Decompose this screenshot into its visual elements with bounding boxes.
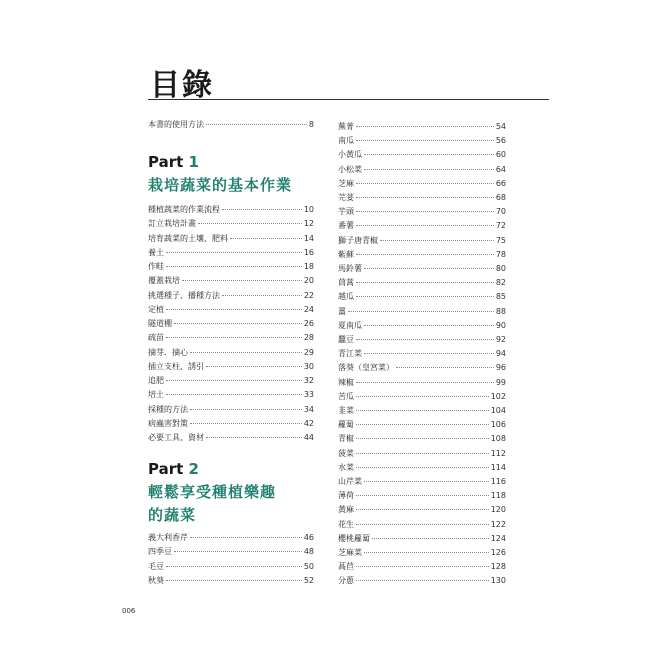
toc-entry xyxy=(338,463,506,473)
toc-entry-label: 番薯 xyxy=(338,221,354,231)
toc-entry-page: 32 xyxy=(303,376,314,385)
toc-dot-leader xyxy=(174,323,302,324)
toc-entry-label: 培土 xyxy=(148,390,164,400)
toc-entry xyxy=(338,321,506,331)
toc-entry-label: 蠶豆 xyxy=(338,335,354,344)
toc-entry-page: 52 xyxy=(303,575,314,585)
toc-dot-leader xyxy=(372,538,489,539)
toc-entry xyxy=(148,405,314,415)
toc-dot-leader xyxy=(356,410,489,411)
toc-entry-label: 毛豆 xyxy=(148,561,164,571)
toc-dot-leader xyxy=(356,524,489,525)
toc-entry xyxy=(148,348,314,358)
toc-entry-label: 萵苣 xyxy=(338,562,354,572)
toc-entry-page: 112 xyxy=(490,448,506,458)
toc-entry-label: 疏苗 xyxy=(148,333,164,343)
toc-entry xyxy=(338,236,506,246)
toc-entry xyxy=(338,420,506,430)
toc-entry-label: 落葵（皇宮菜） xyxy=(338,363,394,373)
toc-dot-leader xyxy=(222,295,302,296)
toc-entry xyxy=(338,264,506,274)
toc-entry-label: 插立支柱、誘引 xyxy=(148,361,204,371)
toc-dot-leader xyxy=(356,467,489,468)
toc-dot-leader xyxy=(174,551,302,552)
toc-entry-page: 116 xyxy=(490,477,506,486)
toc-dot-leader xyxy=(356,438,489,439)
toc-dot-leader xyxy=(364,353,494,354)
toc-dot-leader xyxy=(356,396,489,397)
toc-dot-leader xyxy=(206,366,302,367)
toc-entry xyxy=(148,547,314,557)
toc-entry-page: 99 xyxy=(495,377,506,387)
toc-entry xyxy=(338,278,506,288)
toc-entry xyxy=(148,276,314,286)
toc-entry xyxy=(338,179,506,189)
toc-entry xyxy=(148,562,314,572)
toc-entry-label: 摘芽．摘心 xyxy=(148,347,188,357)
toc-entry xyxy=(338,193,506,203)
toc-dot-leader xyxy=(356,495,489,496)
toc-entry xyxy=(338,349,506,359)
toc-entry-label: 覆蓋栽培 xyxy=(148,276,180,286)
toc-dot-leader xyxy=(364,169,494,170)
toc-entry xyxy=(148,305,314,315)
toc-entry-label: 培育蔬菜的土壤、肥料 xyxy=(148,233,228,243)
toc-dot-leader xyxy=(356,339,494,340)
toc-part1-list xyxy=(148,205,314,445)
toc-dot-leader xyxy=(364,325,494,326)
toc-entry-label: 秋葵 xyxy=(148,575,164,585)
toc-entry-label: 南瓜 xyxy=(338,136,354,146)
toc-entry-label: 茼蒿 xyxy=(338,278,354,288)
toc-entry xyxy=(148,533,314,543)
toc-entry-page: 68 xyxy=(495,193,506,202)
toc-dot-leader xyxy=(356,509,489,510)
toc-entry-page: 114 xyxy=(490,462,506,472)
toc-entry-page: 28 xyxy=(303,333,314,343)
part1-heading xyxy=(148,153,199,171)
toc-dot-leader xyxy=(380,240,494,241)
toc-entry xyxy=(148,390,314,400)
toc-entry-label: 義大利香芹 xyxy=(148,533,188,542)
toc-right-column xyxy=(338,122,506,592)
toc-dot-leader xyxy=(166,580,302,581)
toc-entry-page: 85 xyxy=(495,292,506,302)
toc-dot-leader xyxy=(356,225,494,226)
toc-entry-page: 66 xyxy=(495,178,506,188)
toc-entry xyxy=(338,363,506,373)
toc-entry xyxy=(338,548,506,558)
part2-heading-word: Part xyxy=(148,460,184,478)
toc-entry-page: 92 xyxy=(495,335,506,344)
toc-part2-list xyxy=(148,533,314,593)
toc-entry xyxy=(148,419,314,429)
toc-dot-leader xyxy=(166,394,302,395)
toc-entry-label: 四季豆 xyxy=(148,547,172,557)
toc-entry-page: 16 xyxy=(303,247,314,257)
toc-entry-label: 小松菜 xyxy=(338,164,362,174)
toc-entry xyxy=(148,248,314,258)
toc-entry-page: 102 xyxy=(490,391,506,401)
toc-entry xyxy=(148,576,314,586)
toc-entry-label: 隧道棚 xyxy=(148,319,172,328)
toc-entry xyxy=(338,449,506,459)
toc-entry-page: 82 xyxy=(495,278,506,288)
toc-entry-page: 26 xyxy=(303,319,314,328)
toc-dot-leader xyxy=(166,337,302,338)
toc-entry-label: 訂立栽培計畫 xyxy=(148,219,196,229)
toc-entry-label: 種植蔬菜的作業流程 xyxy=(148,205,220,214)
toc-entry-page: 96 xyxy=(495,363,506,373)
toc-entry-label: 養土 xyxy=(148,247,164,257)
toc-entry-label: 病蟲害對策 xyxy=(148,418,188,428)
toc-entry-label: 山芹菜 xyxy=(338,477,362,486)
toc-entry-page: 72 xyxy=(495,221,506,231)
toc-entry-label: 韭菜 xyxy=(338,406,354,415)
toc-entry xyxy=(338,378,506,388)
toc-entry-label: 薄荷 xyxy=(338,491,354,501)
toc-entry-page: 20 xyxy=(303,276,314,286)
toc-dot-leader xyxy=(396,367,494,368)
toc-entry-label: 辣椒 xyxy=(338,377,354,387)
part2-subtitle-line1: 輕鬆享受種植樂趣 xyxy=(148,483,277,501)
toc-dot-leader xyxy=(356,197,494,198)
toc-entry-label: 芫荽 xyxy=(338,193,354,202)
toc-entry-page: 120 xyxy=(490,505,506,515)
toc-entry xyxy=(148,120,314,130)
toc-dot-leader xyxy=(364,481,489,482)
toc-entry-label: 夏南瓜 xyxy=(338,320,362,330)
toc-entry-page: 88 xyxy=(495,306,506,316)
toc-entry-page: 46 xyxy=(303,533,314,542)
toc-dot-leader xyxy=(364,552,489,553)
toc-entry-label: 花生 xyxy=(338,519,354,529)
toc-entry-page: 14 xyxy=(303,233,314,243)
toc-entry-label: 青江菜 xyxy=(338,349,362,359)
toc-entry xyxy=(338,292,506,302)
toc-dot-leader xyxy=(356,580,489,581)
toc-entry-page: 126 xyxy=(490,548,506,557)
toc-entry xyxy=(148,319,314,329)
toc-entry-page: 118 xyxy=(490,491,506,501)
toc-dot-leader xyxy=(364,154,494,155)
toc-entry-label: 櫻桃蘿蔔 xyxy=(338,533,370,543)
toc-entry xyxy=(148,333,314,343)
toc-entry-page: 50 xyxy=(303,561,314,571)
toc-entry-label: 分蔥 xyxy=(338,576,354,586)
toc-entry-label: 菠菜 xyxy=(338,448,354,458)
toc-entry-label: 薑 xyxy=(338,306,346,316)
toc-entry xyxy=(148,205,314,215)
toc-entry-page: 64 xyxy=(495,164,506,174)
toc-dot-leader xyxy=(190,352,302,353)
toc-entry-page: 42 xyxy=(303,418,314,428)
toc-entry-page: 70 xyxy=(495,207,506,217)
toc-dot-leader xyxy=(356,296,494,297)
toc-entry-page: 54 xyxy=(495,122,506,131)
toc-entry-page: 78 xyxy=(495,249,506,259)
toc-dot-leader xyxy=(190,537,302,538)
toc-entry-page: 104 xyxy=(490,406,506,415)
toc-entry-label: 芝麻菜 xyxy=(338,548,362,557)
toc-entry-page: 10 xyxy=(303,205,314,214)
part2-heading-number: 2 xyxy=(188,460,199,478)
toc-dot-leader xyxy=(166,380,302,381)
toc-entry-label: 採種的方法 xyxy=(148,404,188,414)
toc-entry xyxy=(148,291,314,301)
page-title: 目錄 xyxy=(150,68,214,103)
toc-entry-page: 80 xyxy=(495,264,506,273)
toc-entry xyxy=(338,307,506,317)
toc-entry-label: 黃麻 xyxy=(338,505,354,515)
toc-dot-leader xyxy=(166,252,302,253)
toc-dot-leader xyxy=(198,223,302,224)
toc-intro xyxy=(148,120,314,132)
toc-entry xyxy=(338,392,506,402)
toc-entry xyxy=(338,250,506,260)
title-divider xyxy=(148,99,549,100)
toc-entry-label: 挑選種子、播種方法 xyxy=(148,290,220,300)
toc-entry xyxy=(148,234,314,244)
toc-entry-label: 必要工具、資材 xyxy=(148,433,204,442)
toc-entry xyxy=(148,262,314,272)
toc-entry-page: 12 xyxy=(303,219,314,229)
toc-entry-label: 小黃瓜 xyxy=(338,150,362,160)
toc-entry-label: 苦瓜 xyxy=(338,391,354,401)
toc-entry xyxy=(148,219,314,229)
toc-entry xyxy=(338,207,506,217)
toc-entry xyxy=(338,122,506,132)
toc-dot-leader xyxy=(356,382,494,383)
toc-entry xyxy=(338,562,506,572)
toc-entry xyxy=(338,406,506,416)
toc-entry-label: 水菜 xyxy=(338,462,354,472)
toc-dot-leader xyxy=(348,311,494,312)
toc-entry xyxy=(338,165,506,175)
toc-entry-page: 106 xyxy=(490,420,506,430)
toc-entry-page: 33 xyxy=(303,390,314,400)
toc-entry-label: 蘿蔔 xyxy=(338,420,354,430)
toc-entry-page: 108 xyxy=(490,434,506,444)
toc-dot-leader xyxy=(222,209,302,210)
part2-heading xyxy=(148,460,199,478)
toc-dot-leader xyxy=(182,280,302,281)
toc-entry xyxy=(338,491,506,501)
toc-entry-page: 8 xyxy=(308,120,314,129)
toc-dot-leader xyxy=(206,437,302,438)
part1-heading-word: Part xyxy=(148,153,184,171)
toc-entry-label: 作畦 xyxy=(148,262,164,271)
toc-entry-label: 紫蘇 xyxy=(338,249,354,259)
toc-entry xyxy=(338,505,506,515)
toc-entry-label: 蕪菁 xyxy=(338,122,354,131)
toc-dot-leader xyxy=(356,453,489,454)
toc-entry-page: 90 xyxy=(495,320,506,330)
toc-entry-page: 128 xyxy=(490,562,506,572)
toc-entry-page: 30 xyxy=(303,361,314,371)
toc-dot-leader xyxy=(190,409,302,410)
toc-entry-page: 18 xyxy=(303,262,314,271)
toc-entry-label: 越瓜 xyxy=(338,292,354,302)
toc-entry-label: 獅子唐青椒 xyxy=(338,235,378,245)
toc-entry xyxy=(148,433,314,443)
toc-dot-leader xyxy=(206,124,307,125)
toc-dot-leader xyxy=(356,424,489,425)
toc-entry-label: 芝麻 xyxy=(338,178,354,188)
toc-entry-page: 44 xyxy=(303,433,314,442)
toc-dot-leader xyxy=(356,282,494,283)
toc-dot-leader xyxy=(356,254,494,255)
toc-entry xyxy=(148,362,314,372)
toc-dot-leader xyxy=(190,423,302,424)
toc-entry-page: 24 xyxy=(303,304,314,314)
toc-entry-page: 122 xyxy=(490,519,506,529)
toc-entry-page: 130 xyxy=(490,576,506,586)
part2-subtitle-line2: 的蔬菜 xyxy=(148,506,197,524)
page-number: 006 xyxy=(122,607,136,615)
toc-dot-leader xyxy=(356,183,494,184)
toc-entry xyxy=(338,136,506,146)
toc-entry xyxy=(338,221,506,231)
toc-entry xyxy=(338,434,506,444)
toc-entry-label: 芋頭 xyxy=(338,207,354,217)
toc-dot-leader xyxy=(166,309,302,310)
toc-entry-label: 本書的使用方法 xyxy=(148,120,204,129)
toc-entry xyxy=(148,376,314,386)
part1-heading-number: 1 xyxy=(188,153,199,171)
toc-entry-page: 29 xyxy=(303,347,314,357)
toc-entry-page: 60 xyxy=(495,150,506,160)
toc-entry-page: 56 xyxy=(495,136,506,146)
toc-entry xyxy=(338,477,506,487)
toc-entry-page: 22 xyxy=(303,290,314,300)
toc-entry-label: 馬鈴薯 xyxy=(338,264,362,273)
toc-entry-label: 定植 xyxy=(148,304,164,314)
toc-entry-label: 追肥 xyxy=(148,376,164,385)
toc-dot-leader xyxy=(230,238,302,239)
toc-entry-page: 124 xyxy=(490,533,506,543)
toc-dot-leader xyxy=(356,211,494,212)
toc-entry xyxy=(338,534,506,544)
toc-entry xyxy=(338,335,506,345)
toc-entry-page: 48 xyxy=(303,547,314,557)
toc-entry xyxy=(338,520,506,530)
toc-entry-page: 34 xyxy=(303,404,314,414)
toc-dot-leader xyxy=(166,266,302,267)
toc-entry-page: 94 xyxy=(495,349,506,359)
toc-dot-leader xyxy=(356,140,494,141)
toc-entry-label: 青椒 xyxy=(338,434,354,444)
part1-subtitle: 栽培蔬菜的基本作業 xyxy=(148,176,293,194)
toc-dot-leader xyxy=(356,566,489,567)
toc-entry-page: 75 xyxy=(495,235,506,245)
toc-entry xyxy=(338,150,506,160)
toc-dot-leader xyxy=(364,268,494,269)
toc-dot-leader xyxy=(356,126,494,127)
toc-entry xyxy=(338,576,506,586)
toc-dot-leader xyxy=(166,566,302,567)
